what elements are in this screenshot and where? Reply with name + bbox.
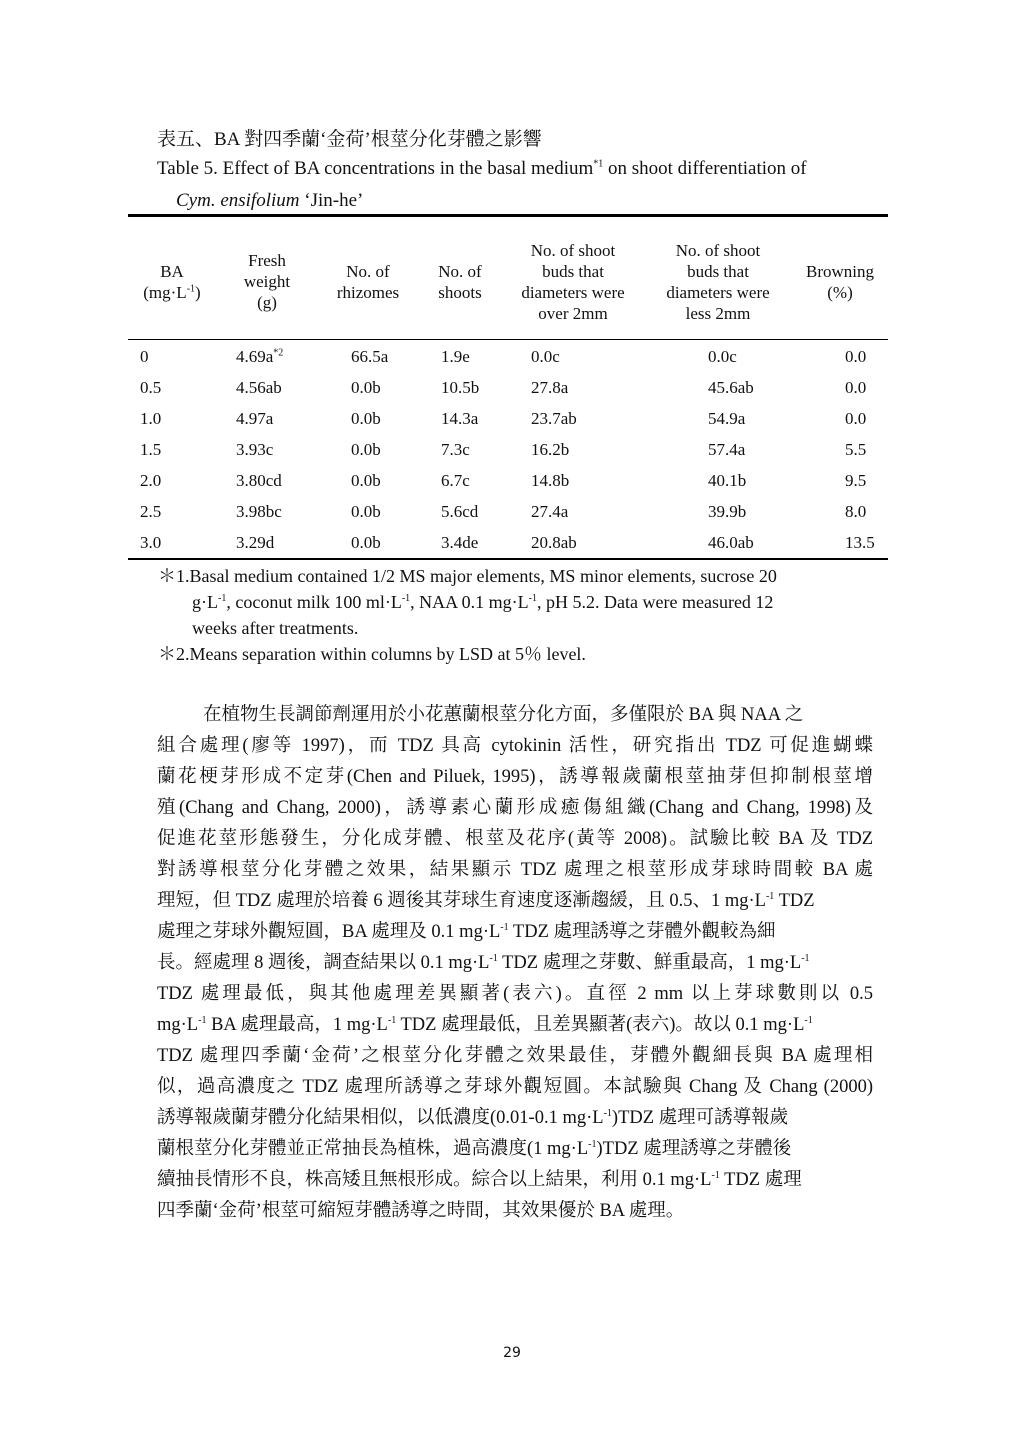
footnote-1-line2: $g\cdot L^{-1}$, coconut milk 100 $ml\cdot L^{-1}$, NAA 0.1 $mg\cdot L^{-1}$, pH 5.2. Data were measured 12: [192, 592, 774, 612]
table-cell-browning: 8.0: [845, 502, 867, 521]
footnote-1-line3: weeks after treatments.: [192, 618, 359, 638]
footnote-2: ＊2.Means separation within columns by LSD at 5％ level.: [158, 644, 586, 664]
table-cell-over: 23.7ab: [531, 409, 577, 428]
table-cell-less: 45.6ab: [708, 378, 754, 397]
table-cell-fresh: 3.93c: [236, 440, 274, 459]
table-header-rule: [128, 339, 888, 340]
table-cell-fresh: 4.97a: [236, 409, 274, 428]
table-cell-shoots: 3.4de: [441, 533, 479, 552]
paragraph-line: 蘭根莖分化芽體並正常抽長為植株，過高濃度(1 $mg\cdot L^{-1})TDZ$ 處理誘導之芽體後: [157, 1138, 792, 1159]
table-cell-ba: 1.5: [140, 440, 162, 459]
table-cell-shoots: 1.9e: [441, 347, 470, 366]
table-cell-less: 40.1b: [708, 471, 747, 490]
table-cell-fresh: 3.98bc: [236, 502, 282, 521]
table-cell-less: 39.9b: [708, 502, 747, 521]
paragraph-line: 誘導報歲蘭芽體分化結果相似，以低濃度(0.01-0.1 $mg\cdot L^{-1})TDZ$ 處理可誘導報歲: [157, 1107, 789, 1128]
table-caption-en: Table 5. Effect of BA concentrations in the basal medium$^{*1}$ on shoot differentiation of: [157, 158, 807, 179]
header-buds-less-2mm: No. of shoot buds that diameters were less 2mm: [666, 241, 770, 323]
table-cell-ba: 2.5: [140, 502, 162, 521]
table-cell-rhizomes: 0.0b: [351, 533, 381, 552]
table-cell-less: 0.0c: [708, 347, 737, 366]
table-cell-over: 27.4a: [531, 502, 569, 521]
table-cell-browning: 0.0: [845, 409, 867, 428]
table-cell-fresh: 3.80cd: [236, 471, 282, 490]
page-number: 29: [503, 1345, 521, 1361]
paragraph-line: 組合處理(廖等 1997)，而 TDZ 具高 cytokinin 活性，研究指出 TDZ 可促進蝴蝶: [157, 736, 873, 756]
paragraph-line: TDZ 處理四季蘭‘金荷’之根莖分化芽體之效果最佳，芽體外觀細長與 BA 處理相: [157, 1046, 873, 1066]
header-buds-over-2mm: No. of shoot buds that diameters were over 2mm: [521, 241, 625, 323]
header-browning: Browning (%): [806, 262, 874, 302]
table-top-rule: [128, 214, 888, 217]
table-cell-rhizomes: 0.0b: [351, 440, 381, 459]
paragraph-line: TDZ 處理最低，與其他處理差異顯著(表六)。直徑 2 mm 以上芽球數則以 0.5: [157, 984, 873, 1004]
paragraph-line: 理短，但 TDZ 處理於培養 6 週後其芽球生育速度逐漸趨緩，且 0.5、1 $mg\cdot L^{-1}$ TDZ: [157, 890, 815, 911]
table-cell-fresh: $4.69a^{*2}$: [236, 347, 284, 366]
table-cell-rhizomes: 0.0b: [351, 409, 381, 428]
paragraph-line: 長。經處理 8 週後，調查結果以 0.1 $mg\cdot L^{-1}$ TDZ 處理之芽數、鮮重最高，1 $mg\cdot L^{-1}$: [157, 952, 810, 973]
table-bottom-rule: [128, 558, 888, 560]
table-cell-rhizomes: 0.0b: [351, 471, 381, 490]
table-cell-shoots: 7.3c: [441, 440, 470, 459]
table-cell-ba: 0.5: [140, 378, 162, 397]
footnote-1: ＊1.Basal medium contained 1/2 MS major elements, MS minor elements, sucrose 20: [158, 566, 777, 586]
table-cell-shoots: 14.3a: [441, 409, 479, 428]
table-cell-less: 57.4a: [708, 440, 746, 459]
paragraph-line: 續抽長情形不良，株高矮且無根形成。綜合以上結果，利用 0.1 $mg\cdot L^{-1}$ TDZ 處理: [157, 1169, 802, 1190]
table-cell-ba: 3.0: [140, 533, 162, 552]
table-cell-ba: 2.0: [140, 471, 162, 490]
table-cell-fresh: 4.56ab: [236, 378, 282, 397]
paragraph-line: 蘭花梗芽形成不定芽(Chen and Piluek, 1995)，誘導報歲蘭根莖抽芽但抑制根莖增: [157, 767, 873, 787]
table-caption-en-line2: Cym. ensifolium ‘Jin-he’: [176, 190, 364, 211]
table-cell-browning: 0.0: [845, 378, 867, 397]
paragraph-line: 四季蘭‘金荷’根莖可縮短芽體誘導之時間，其效果優於 BA 處理。: [157, 1201, 685, 1221]
paragraph-line: 促進花莖形態發生，分化成芽體、根莖及花序(黃等 2008)。試驗比較 BA 及 TDZ: [157, 829, 873, 849]
table-caption-zh: 表五、BA 對四季蘭‘金荷’根莖分化芽體之影響: [157, 129, 542, 150]
table-cell-browning: 0.0: [845, 347, 867, 366]
table-cell-rhizomes: 0.0b: [351, 378, 381, 397]
table-cell-fresh: 3.29d: [236, 533, 275, 552]
header-shoots: No. of shoots: [438, 262, 482, 302]
table-cell-over: 16.2b: [531, 440, 570, 459]
table-cell-less: 54.9a: [708, 409, 746, 428]
table-cell-rhizomes: 66.5a: [351, 347, 389, 366]
table-cell-browning: 5.5: [845, 440, 867, 459]
table-cell-over: 0.0c: [531, 347, 560, 366]
footnote-mark-2: *2: [273, 347, 284, 359]
paragraph-line: 對誘導根莖分化芽體之效果，結果顯示 TDZ 處理之根莖形成芽球時間較 BA 處: [157, 860, 873, 880]
paragraph-line: $mg\cdot L^{-1}$ BA 處理最高，1 $mg\cdot L^{-1}$ TDZ 處理最低，且差異顯著(表六)。故以 0.1 $mg\cdot L^{-1}$: [157, 1014, 813, 1035]
table-cell-over: 20.8ab: [531, 533, 577, 552]
table-cell-shoots: 5.6cd: [441, 502, 479, 521]
table-cell-shoots: 10.5b: [441, 378, 480, 397]
table-cell-shoots: 6.7c: [441, 471, 470, 490]
table-cell-browning: 13.5: [845, 533, 875, 552]
paragraph-line: 殖(Chang and Chang, 2000)，誘導素心蘭形成癒傷組織(Chang and Chang, 1998)及: [157, 798, 873, 818]
table-cell-rhizomes: 0.0b: [351, 502, 381, 521]
footnote-mark-1: *1: [593, 158, 604, 170]
paragraph-line: 在植物生長調節劑運用於小花蕙蘭根莖分化方面，多僅限於 BA 與 NAA 之: [203, 705, 804, 725]
paragraph-line: 處理之芽球外觀短圓，BA 處理及 0.1 $mg\cdot L^{-1}$ TDZ 處理誘導之芽體外觀較為細: [157, 921, 776, 942]
table-cell-over: 27.8a: [531, 378, 569, 397]
paragraph-line: 似，過高濃度之 TDZ 處理所誘導之芽球外觀短圓。本試驗與 Chang 及 Chang (2000): [157, 1077, 873, 1097]
header-ba: BA $(mg\cdot L^{-1})$: [143, 262, 201, 302]
header-fresh-weight: Fresh weight (g): [243, 251, 291, 312]
table-cell-ba: 1.0: [140, 409, 162, 428]
table-cell-ba: 0: [140, 347, 149, 366]
table-cell-less: 46.0ab: [708, 533, 754, 552]
table-cell-browning: 9.5: [845, 471, 867, 490]
table-cell-over: 14.8b: [531, 471, 570, 490]
header-rhizomes: No. of rhizomes: [336, 262, 400, 302]
